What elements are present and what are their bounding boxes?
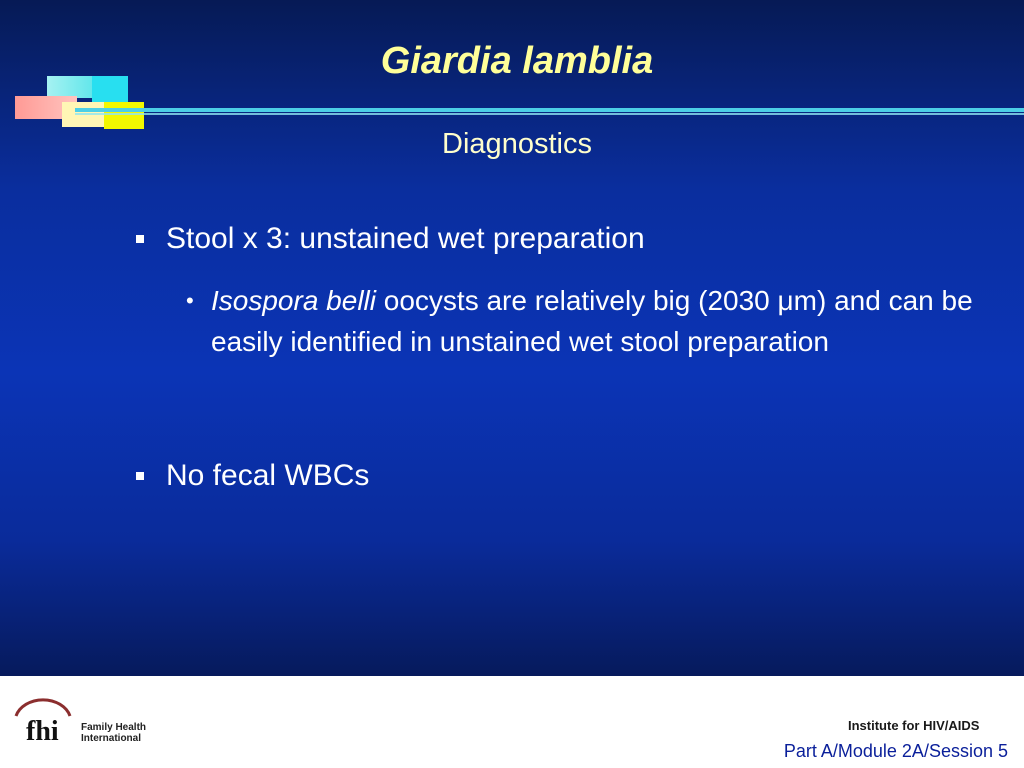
square-bullet-icon <box>136 235 144 243</box>
dot-bullet-icon: • <box>186 288 194 313</box>
institute-name: Institute for HIV/AIDS <box>848 718 980 733</box>
logo-arc-icon <box>16 700 70 716</box>
title-rule-shadow <box>75 113 1024 115</box>
slide-subtitle: Diagnostics <box>442 128 592 160</box>
logo-text <box>81 722 146 744</box>
sub-bullet-text <box>211 280 981 362</box>
title-rule <box>75 108 1024 112</box>
sub-bullet-rest: oocysts are relatively big (2030 μm) and can be easily identified in unstained wet stool preparation <box>211 285 973 357</box>
logo-line-2: International <box>81 733 142 744</box>
slide-title: Giardia lamblia <box>380 40 654 82</box>
bullet-text: Stool x 3: unstained wet preparation <box>166 222 645 255</box>
species-name: Isospora belli <box>211 285 376 316</box>
logo-line-1: Family Health <box>81 722 147 733</box>
square-bullet-icon <box>136 472 144 480</box>
bullet-text: No fecal WBCs <box>166 459 370 492</box>
decor-block-yellow <box>104 102 144 129</box>
logo-mark: fhi <box>26 716 59 746</box>
session-label: Part A/Module 2A/Session 5 <box>783 741 1008 761</box>
